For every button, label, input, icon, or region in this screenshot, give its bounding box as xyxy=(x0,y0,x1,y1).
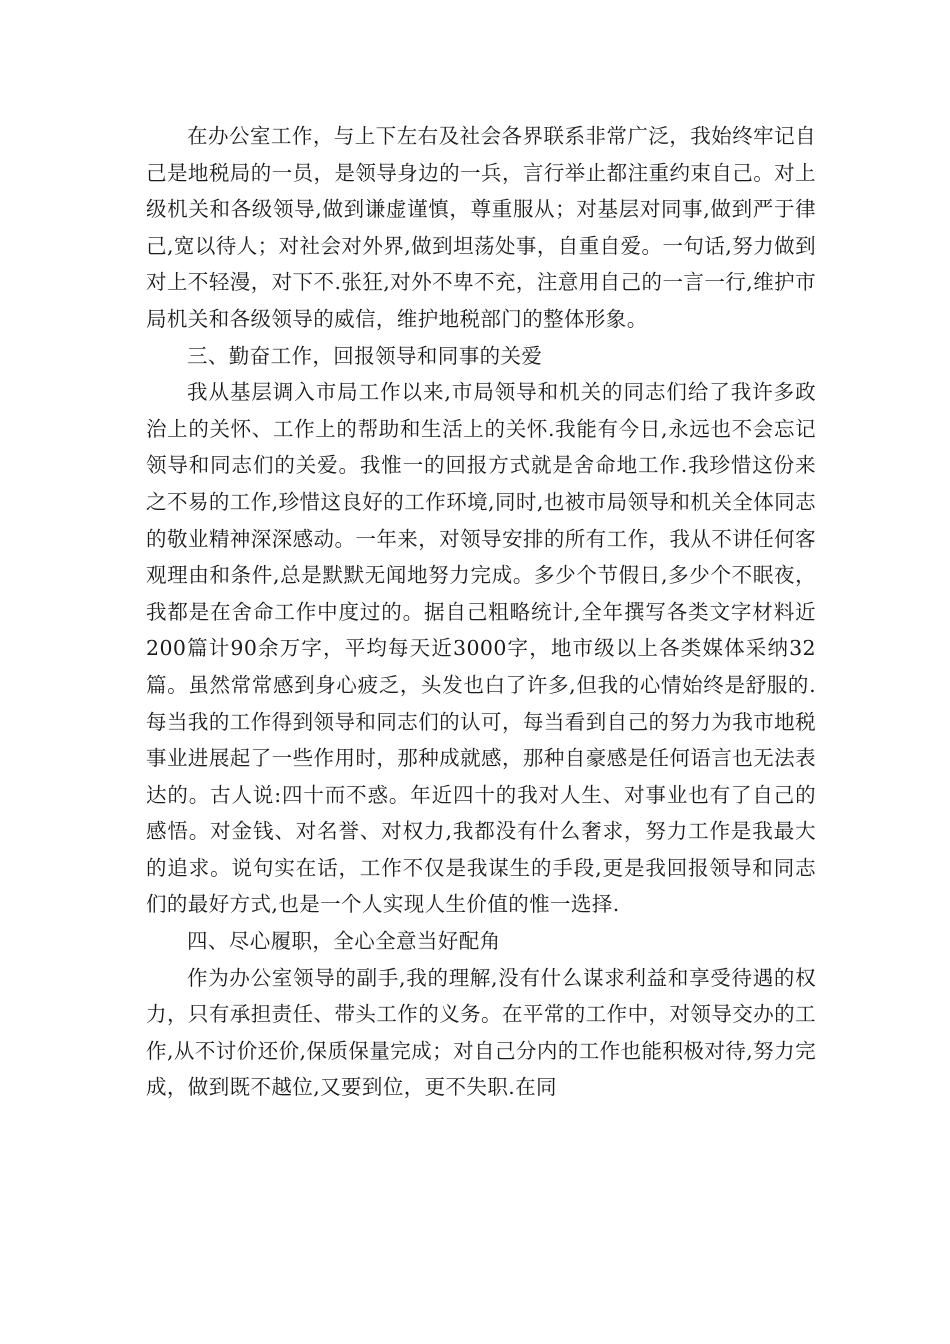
paragraph-diligent-work: 我从基层调入市局工作以来,市局领导和机关的同志们给了我许多政治上的关怀、工作上的帮助和生活上的关怀.我能有今日,永远也不会忘记领导和同志们的关爱。我惟一的回报方式就是舍命地工作.我珍惜这份来之不易的工作,珍惜这良好的工作环境,同时,也被市局领导和机关全体同志的敬业精神深深感动。一年来，对领导安排的所有工作，我从不讲任何客观理由和条件,总是默默无闻地努力完成。多少个节假日,多少个不眠夜，我都是在舍命工作中度过的。据自己粗略统计,全年撰写各类文字材料近200篇计90余万字，平均每天近3000字，地市级以上各类媒体采纳32篇。虽然常常感到身心疲乏，头发也白了许多,但我的心情始终是舒服的.每当我的工作得到领导和同志们的认可，每当看到自己的努力为我市地税事业进展起了一些作用时，那种成就感，那种自豪感是任何语言也无法表达的。古人说:四十而不惑。年近四十的我对人生、对事业也有了自己的感悟。对金钱、对名誉、对权力,我都没有什么奢求，努力工作是我最大的追求。说句实在话，工作不仅是我谋生的手段,更是我回报领导和同志们的最好方式,也是一个人实现人生价值的惟一选择. xyxy=(146,380,816,917)
section-heading-diligent-work: 三、勤奋工作，回报领导和同事的关爱 xyxy=(187,343,543,368)
section-heading-fulfill-duties: 四、尽心履职，全心全意当好配角 xyxy=(187,929,501,954)
paragraph-fulfill-duties: 作为办公室领导的副手,我的理解,没有什么谋求利益和享受待遇的权力，只有承担责任、带头工作的义务。在平常的工作中，对领导交办的工作,从不讨价还价,保质保量完成；对自己分内的工作也能积极对待,努力完成，做到既不越位,又要到位，更不失职.在同 xyxy=(146,965,816,1100)
document-page xyxy=(146,118,816,1106)
paragraph-office-conduct: 在办公室工作，与上下左右及社会各界联系非常广泛，我始终牢记自己是地税局的一员，是领导身边的一兵，言行举止都注重约束自己。对上级机关和各级领导,做到谦虚谨慎，尊重服从；对基层对同事,做到严于律己,宽以待人；对社会对外界,做到坦荡处事，自重自爱。一句话,努力做到对上不轻漫，对下不.张狂,对外不卑不充，注意用自己的一言一行,维护市局机关和各级领导的威信，维护地税部门的整体形象。 xyxy=(146,124,816,331)
